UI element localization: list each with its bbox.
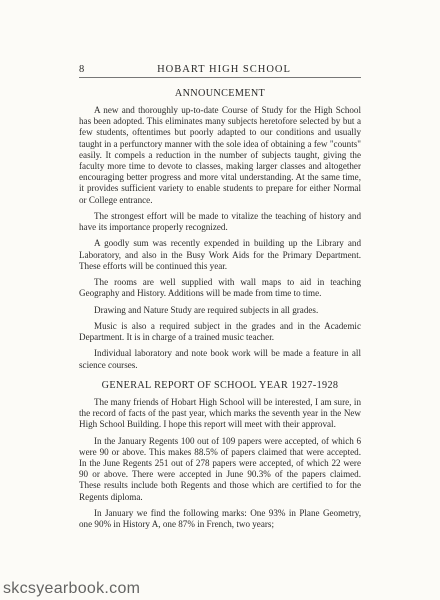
page-content (79, 88, 361, 530)
announcement-paragraph-4: The rooms are well supplied with wall maps to aid in teaching Geography and History. Additions will be made from time to time. (79, 277, 361, 299)
announcement-paragraph-5: Drawing and Nature Study are required subjects in all grades. (94, 304, 319, 315)
school-year-report-section (79, 380, 361, 530)
announcement-paragraph-2: The strongest effort will be made to vitalize the teaching of history and have its importance properly recognized. (79, 210, 361, 233)
announcement-paragraph-7: Individual laboratory and note book work will be made a feature in all science courses. (79, 348, 361, 370)
announcement-heading: ANNOUNCEMENT (174, 88, 266, 99)
report-paragraph-3: In January we find the following marks: One 93% in Plane Geometry, one 90% in History A, one 87% in French, two years; (79, 507, 361, 530)
announcement-paragraph-1: A new and thoroughly up-to-date Course of Study for the High School has been adopted. This eliminates many subjects heretofore selected by but a few students, oftentimes but poorly adapted to our conditions and usually taught in a perfunctory manner with the sole idea of obtaining a few "counts" easily. It compels a reduction in the number of subjects taught, giving the faculty more time to devote to classes, making larger classes and altogether encouraging better progress and more vital understanding. At the same time, it provides sufficient variety to enable students to prepare for either Normal or College entrance. (79, 105, 361, 205)
running-head: HOBART HIGH SCHOOL (157, 64, 291, 75)
announcement-section (79, 88, 361, 371)
announcement-paragraph-6: Music is also a required subject in the grades and in the Academic Department. It is in charge of a trained music teacher. (79, 320, 361, 343)
report-paragraph-1: The many friends of Hobart High School will be interested, I am sure, in the record of facts of the past year, which marks the seventh year in the New High School Building. I hope this report will meet with their approval. (79, 396, 361, 430)
announcement-paragraph-3: A goodly sum was recently expended in building up the Library and Laboratory, and also in the Busy Work Aids for the Primary Department. These efforts will be continued this year. (79, 238, 361, 271)
site-watermark: skcsyearbook.com (3, 580, 141, 597)
page-number: 8 (79, 64, 85, 75)
header-rule (79, 77, 361, 78)
report-paragraph-2: In the January Regents 100 out of 109 papers were accepted, of which 6 were 90 or above. This makes 88.5% of papers claimed that were accepted. In the June Regents 251 out of 278 papers were accepted, of which 22 were 90 or above. There were accepted in June 90.3% of the papers claimed. These results include both Regents and those which are certified to for the Regents diploma. (79, 435, 361, 502)
page-header (79, 64, 361, 78)
school-year-report-heading: GENERAL REPORT OF SCHOOL YEAR 1927-1928 (101, 379, 339, 391)
